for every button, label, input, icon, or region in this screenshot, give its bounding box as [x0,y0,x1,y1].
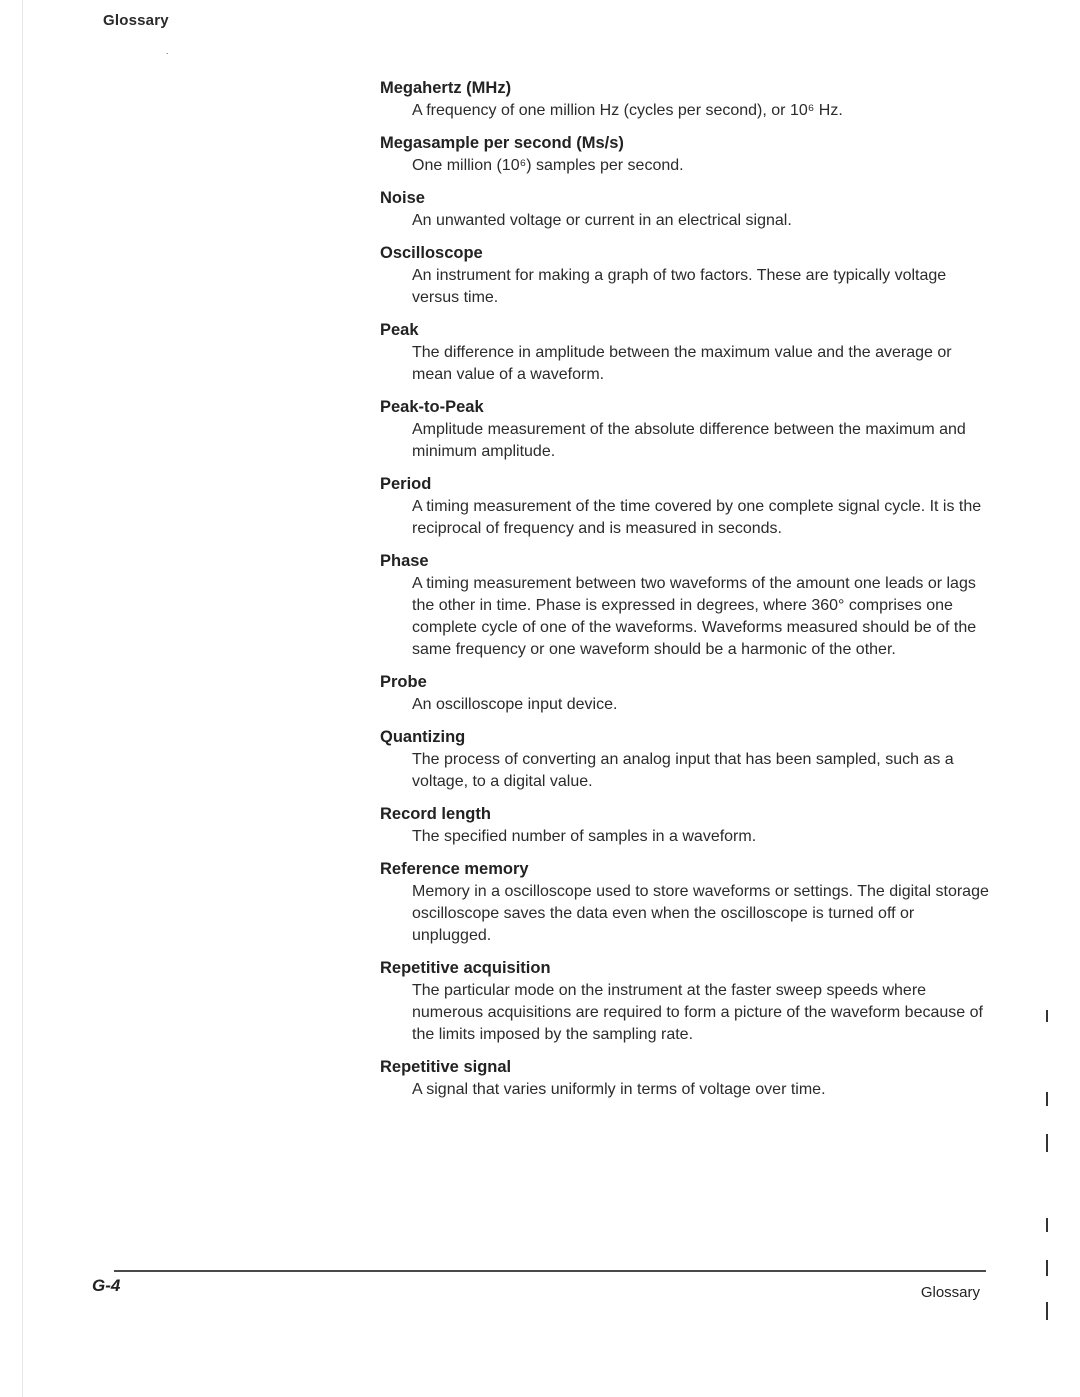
glossary-entry [372,241,992,309]
glossary-term: Repetitive signal [380,1058,512,1076]
binding-mark [1046,1092,1048,1106]
glossary-entry [372,725,992,793]
footer-label: Glossary [920,1284,980,1301]
glossary-definition: A frequency of one million Hz (cycles per second), or 10⁶ Hz. [412,102,843,119]
glossary-definition: An instrument for making a graph of two factors. These are typically voltage versus time. [412,267,947,306]
glossary-definition: Memory in a oscilloscope used to store waveforms or settings. The digital storage oscilloscope saves the data even when the oscilloscope is turned off or unplugged. [412,883,989,944]
glossary-entry [372,318,992,386]
glossary-term: Quantizing [380,728,466,746]
glossary-entry [372,1055,992,1101]
glossary-entry [372,956,992,1046]
glossary-entry [372,802,992,848]
glossary-entry [372,131,992,177]
binding-mark [1046,1010,1048,1022]
glossary-term: Megahertz (MHz) [380,79,512,97]
glossary-entry [372,395,992,463]
binding-mark [1046,1302,1048,1320]
glossary-term: Probe [380,673,427,691]
glossary-definition: The particular mode on the instrument at the faster sweep speeds where numerous acquisitions are required to form a picture of the waveform because of the limits imposed by the sampling rate. [412,982,983,1043]
glossary-definition: The difference in amplitude between the maximum value and the average or mean value of a waveform. [412,344,952,383]
glossary-term: Record length [380,805,491,823]
binding-mark [1046,1134,1048,1152]
glossary-definition: A signal that varies uniformly in terms of voltage over time. [412,1081,826,1098]
glossary-term: Phase [380,552,429,570]
glossary-term: Reference memory [380,860,529,878]
glossary-definition: The specified number of samples in a waveform. [412,828,757,845]
glossary-term: Oscilloscope [380,244,483,262]
running-head: Glossary [103,12,169,29]
glossary-entry [372,670,992,716]
page-edge-line [22,0,23,1397]
glossary-entry [372,857,992,947]
glossary-entry [372,549,992,661]
glossary-definition: The process of converting an analog input that has been sampled, such as a voltage, to a digital value. [412,751,954,790]
glossary-entry [372,472,992,540]
glossary-term: Repetitive acquisition [380,959,551,977]
glossary-definition: Amplitude measurement of the absolute difference between the maximum and minimum amplitude. [412,421,966,460]
scan-speck: . [166,46,169,56]
glossary-entry [372,186,992,232]
glossary-definition: One million (10⁶) samples per second. [412,157,684,174]
glossary-definition: A timing measurement of the time covered by one complete signal cycle. It is the reciprocal of frequency and is measured in seconds. [412,498,982,537]
binding-mark [1046,1218,1048,1232]
glossary-definition: An oscilloscope input device. [412,696,618,713]
glossary-list [372,76,992,1110]
glossary-term: Megasample per second (Ms/s) [380,134,624,152]
binding-mark [1046,1260,1048,1276]
glossary-definition: An unwanted voltage or current in an electrical signal. [412,212,792,229]
glossary-definition: A timing measurement between two waveforms of the amount one leads or lags the other in time. Phase is expressed in degrees, where 360° comprises one complete cycle of one of the waveforms. Waveforms measured should be of the same frequency or one waveform should be a harmonic of the other. [412,575,977,658]
glossary-term: Noise [380,189,425,207]
glossary-entry [372,76,992,122]
glossary-term: Period [380,475,432,493]
glossary-term: Peak [380,321,419,339]
glossary-term: Peak-to-Peak [380,398,484,416]
footer-rule [114,1270,986,1272]
page-number: G-4 [92,1276,121,1295]
